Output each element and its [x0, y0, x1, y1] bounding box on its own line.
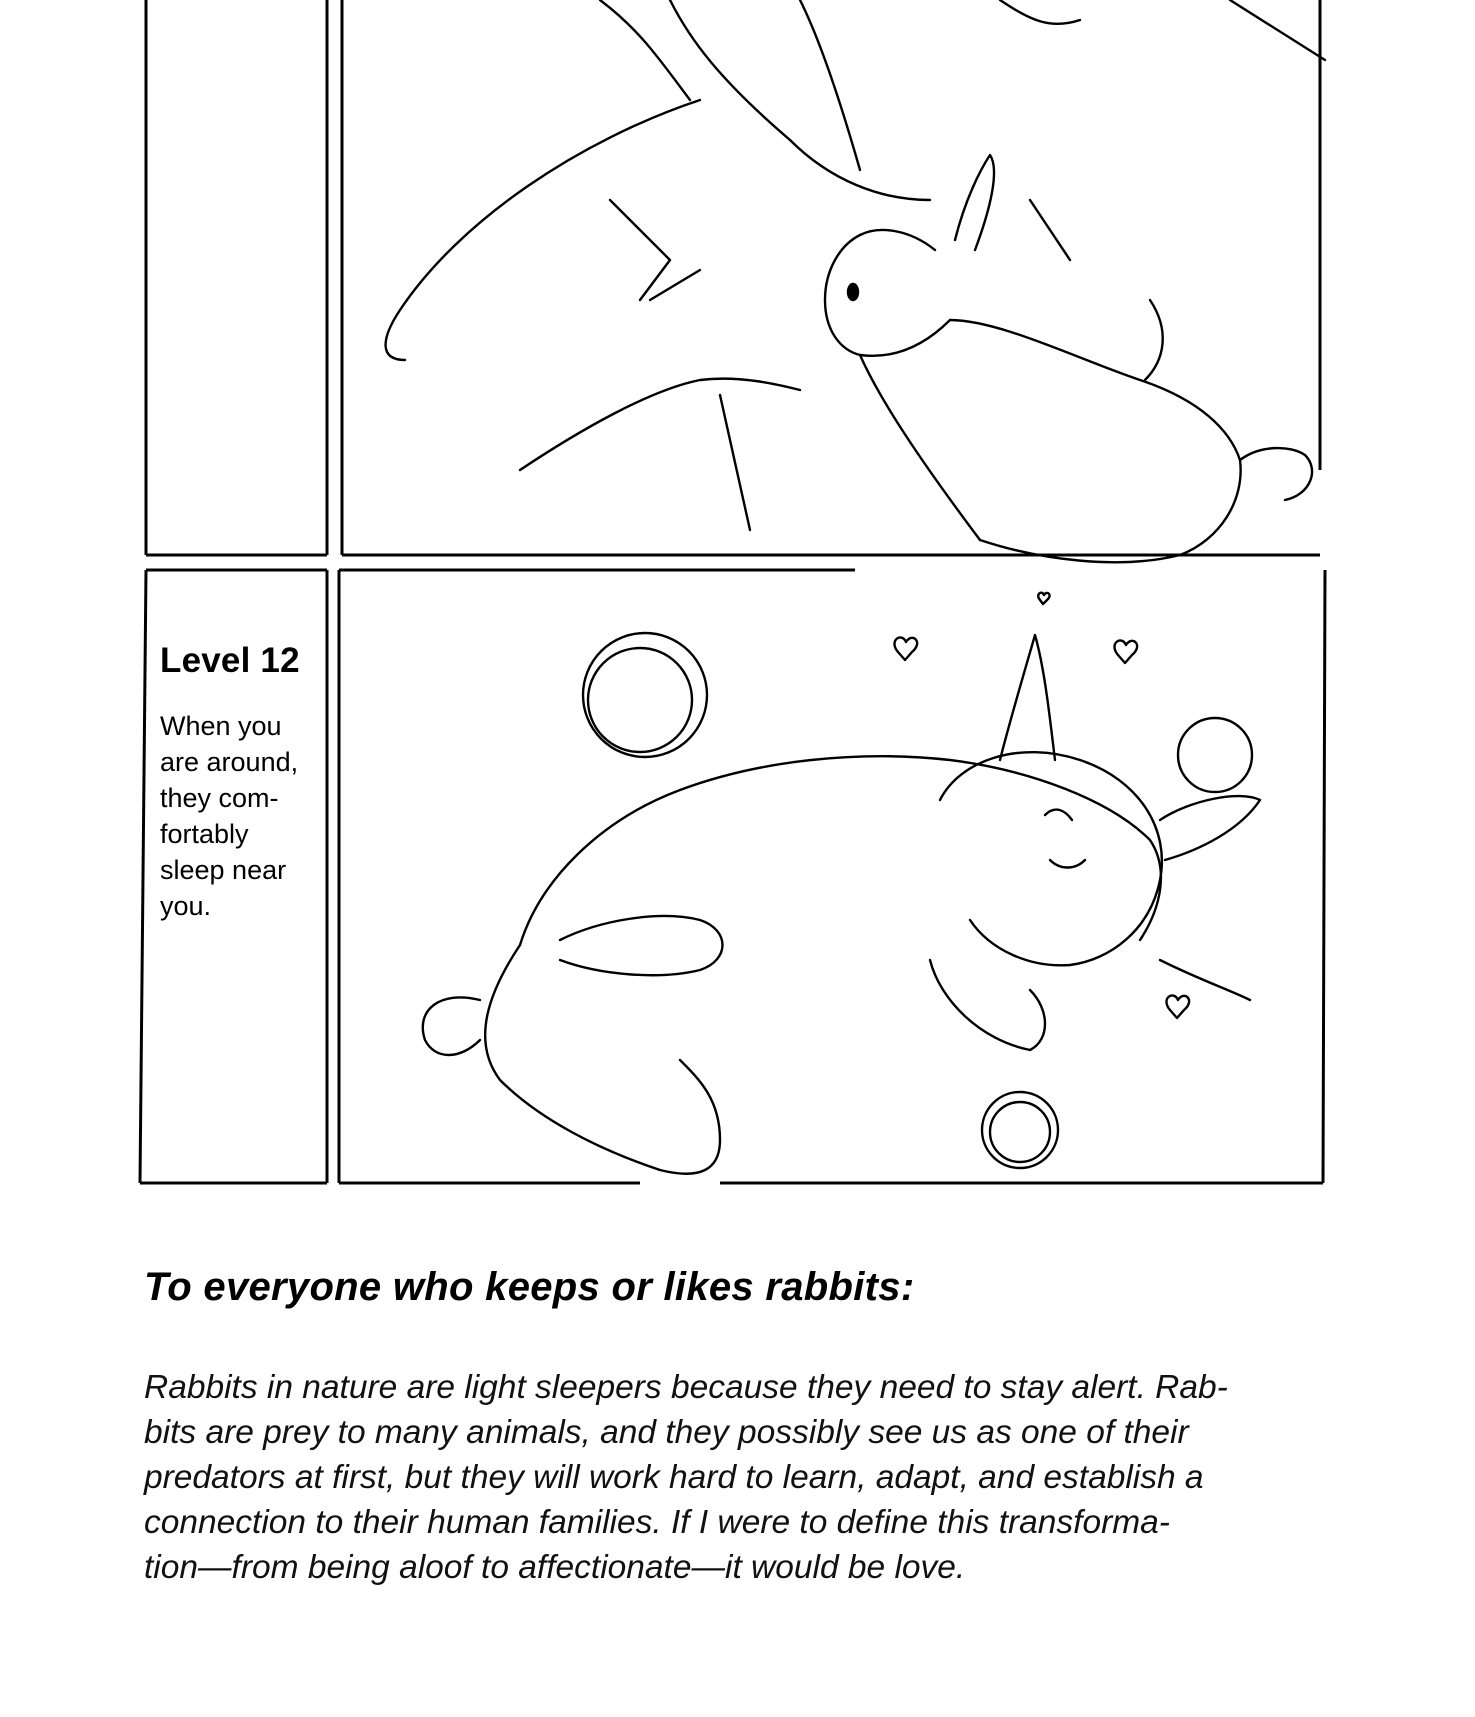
note-heading: To everyone who keeps or likes rabbits:: [144, 1265, 915, 1309]
panel-borders: [140, 0, 1325, 1183]
panel-caption-text: When you are around, they com- fortably sleep near you.: [160, 711, 299, 921]
top-panel-drawing: [386, 0, 1325, 562]
bottom-panel-drawing: [423, 593, 1260, 1174]
panel-caption-title: Level 12: [160, 641, 300, 680]
note-body: Rabbits in nature are light sleepers because they need to stay alert. Rab- bits are prey to many animals, and they possibly see us as one of their predators at first, but they will work hard to learn, adapt, and establish a connection to their human families. If I were to define this transforma- tion—from being aloof to affectionate—it would be love.: [144, 1369, 1228, 1586]
